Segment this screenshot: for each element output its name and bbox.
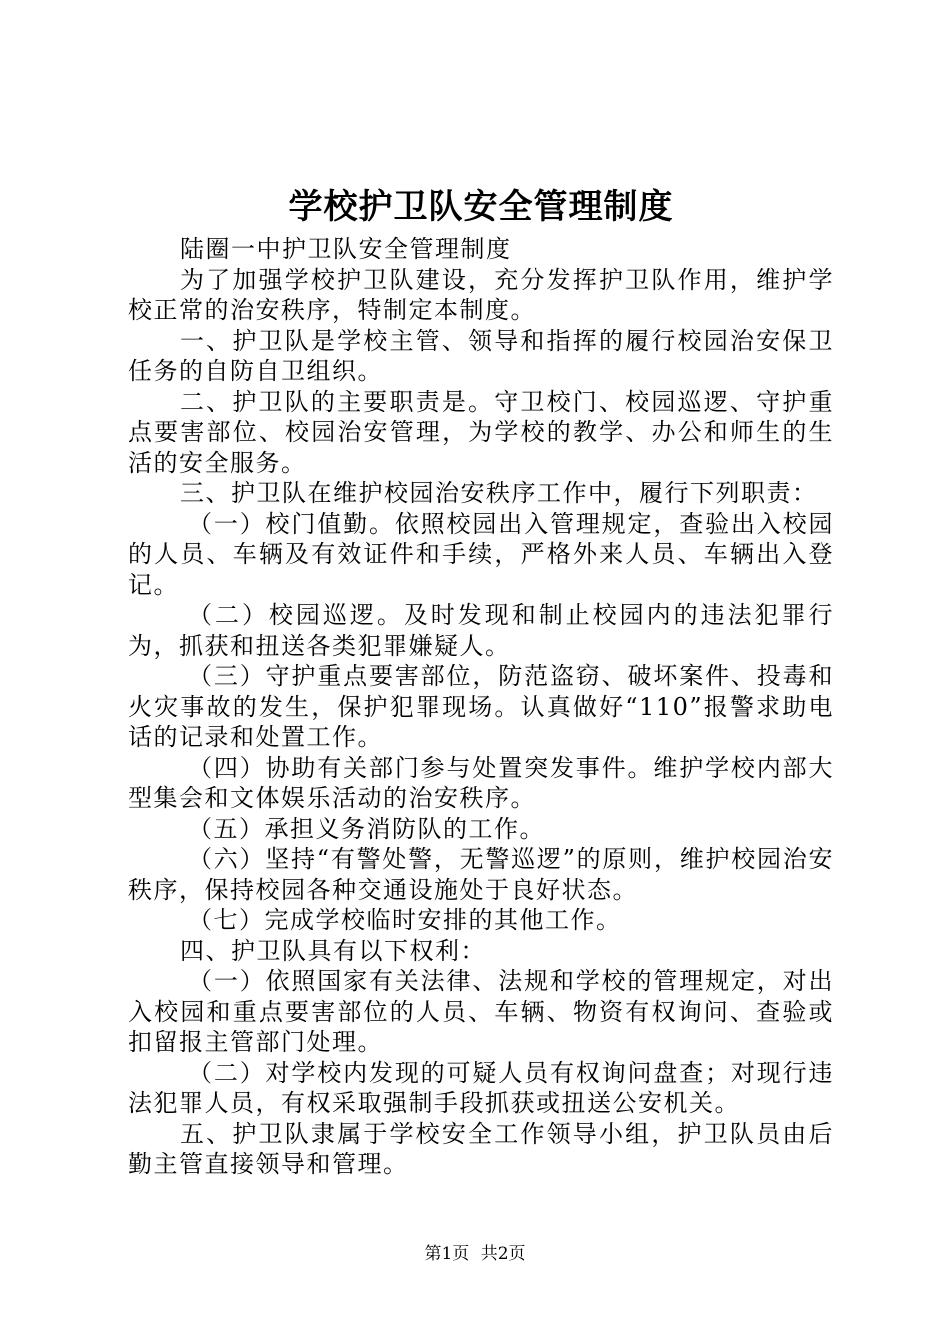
page-number: 第1页 — [424, 1244, 470, 1264]
paragraph-article-4: 四、护卫队具有以下权利： — [180, 936, 486, 965]
paragraph-duty-4: （四）协助有关部门参与处置突发事件。维护学校内部大型集会和文体娱乐活动的治安秩序。 — [128, 753, 834, 812]
paragraph-article-2: 二、护卫队的主要职责是。守卫校门、校园巡逻、守护重点要害部位、校园治安管理，为学校的教学、办公和师生的生活的安全服务。 — [128, 387, 834, 477]
paragraph-duty-6: （六）坚持“有警处警，无警巡逻”的原则，维护校园治安秩序，保持校园各种交通设施处于良好状态。 — [128, 845, 834, 904]
paragraph-duty-2: （二）校园巡逻。及时发现和制止校园内的违法犯罪行为，抓获和扭送各类犯罪嫌疑人。 — [128, 601, 834, 660]
paragraph-right-2: （二）对学校内发现的可疑人员有权询问盘查；对现行违法犯罪人员，有权采取强制手段抓获或扭送公安机关。 — [128, 1058, 834, 1117]
paragraph-duty-5: （五）承担义务消防队的工作。 — [188, 814, 545, 843]
document-body — [128, 234, 834, 1180]
document-page — [128, 180, 834, 1180]
paragraph-article-1: 一、护卫队是学校主管、领导和指挥的履行校园治安保卫任务的自防自卫组织。 — [128, 326, 834, 385]
paragraph-subtitle: 陆圈一中护卫队安全管理制度 — [180, 235, 512, 263]
paragraph-duty-1: （一）校门值勤。依照校园出入管理规定，查验出入校园的人员、车辆及有效证件和手续，严格外来人员、车辆出入登记。 — [128, 509, 834, 599]
page-total: 共2页 — [480, 1244, 526, 1264]
paragraph-article-5: 五、护卫队隶属于学校安全工作领导小组，护卫队员由后勤主管直接领导和管理。 — [128, 1119, 834, 1178]
paragraph-right-1: （一）依照国家有关法律、法规和学校的管理规定，对出入校园和重点要害部位的人员、车辆、物资有权询问、查验或扣留报主管部门处理。 — [128, 967, 834, 1056]
document-title: 学校护卫队安全管理制度 — [288, 187, 674, 227]
paragraph-duty-7: （七）完成学校临时安排的其他工作。 — [188, 906, 622, 934]
paragraph-duty-3: （三）守护重点要害部位，防范盗窃、破坏案件、投毒和火灾事故的发生，保护犯罪现场。认真做好“110”报警求助电话的记录和处置工作。 — [128, 662, 834, 751]
paragraph-intro: 为了加强学校护卫队建设，充分发挥护卫队作用，维护学校正常的治安秩序，特制定本制度。 — [128, 265, 834, 324]
page-footer — [0, 1242, 950, 1266]
paragraph-article-3: 三、护卫队在维护校园治安秩序工作中，履行下列职责： — [180, 479, 818, 507]
